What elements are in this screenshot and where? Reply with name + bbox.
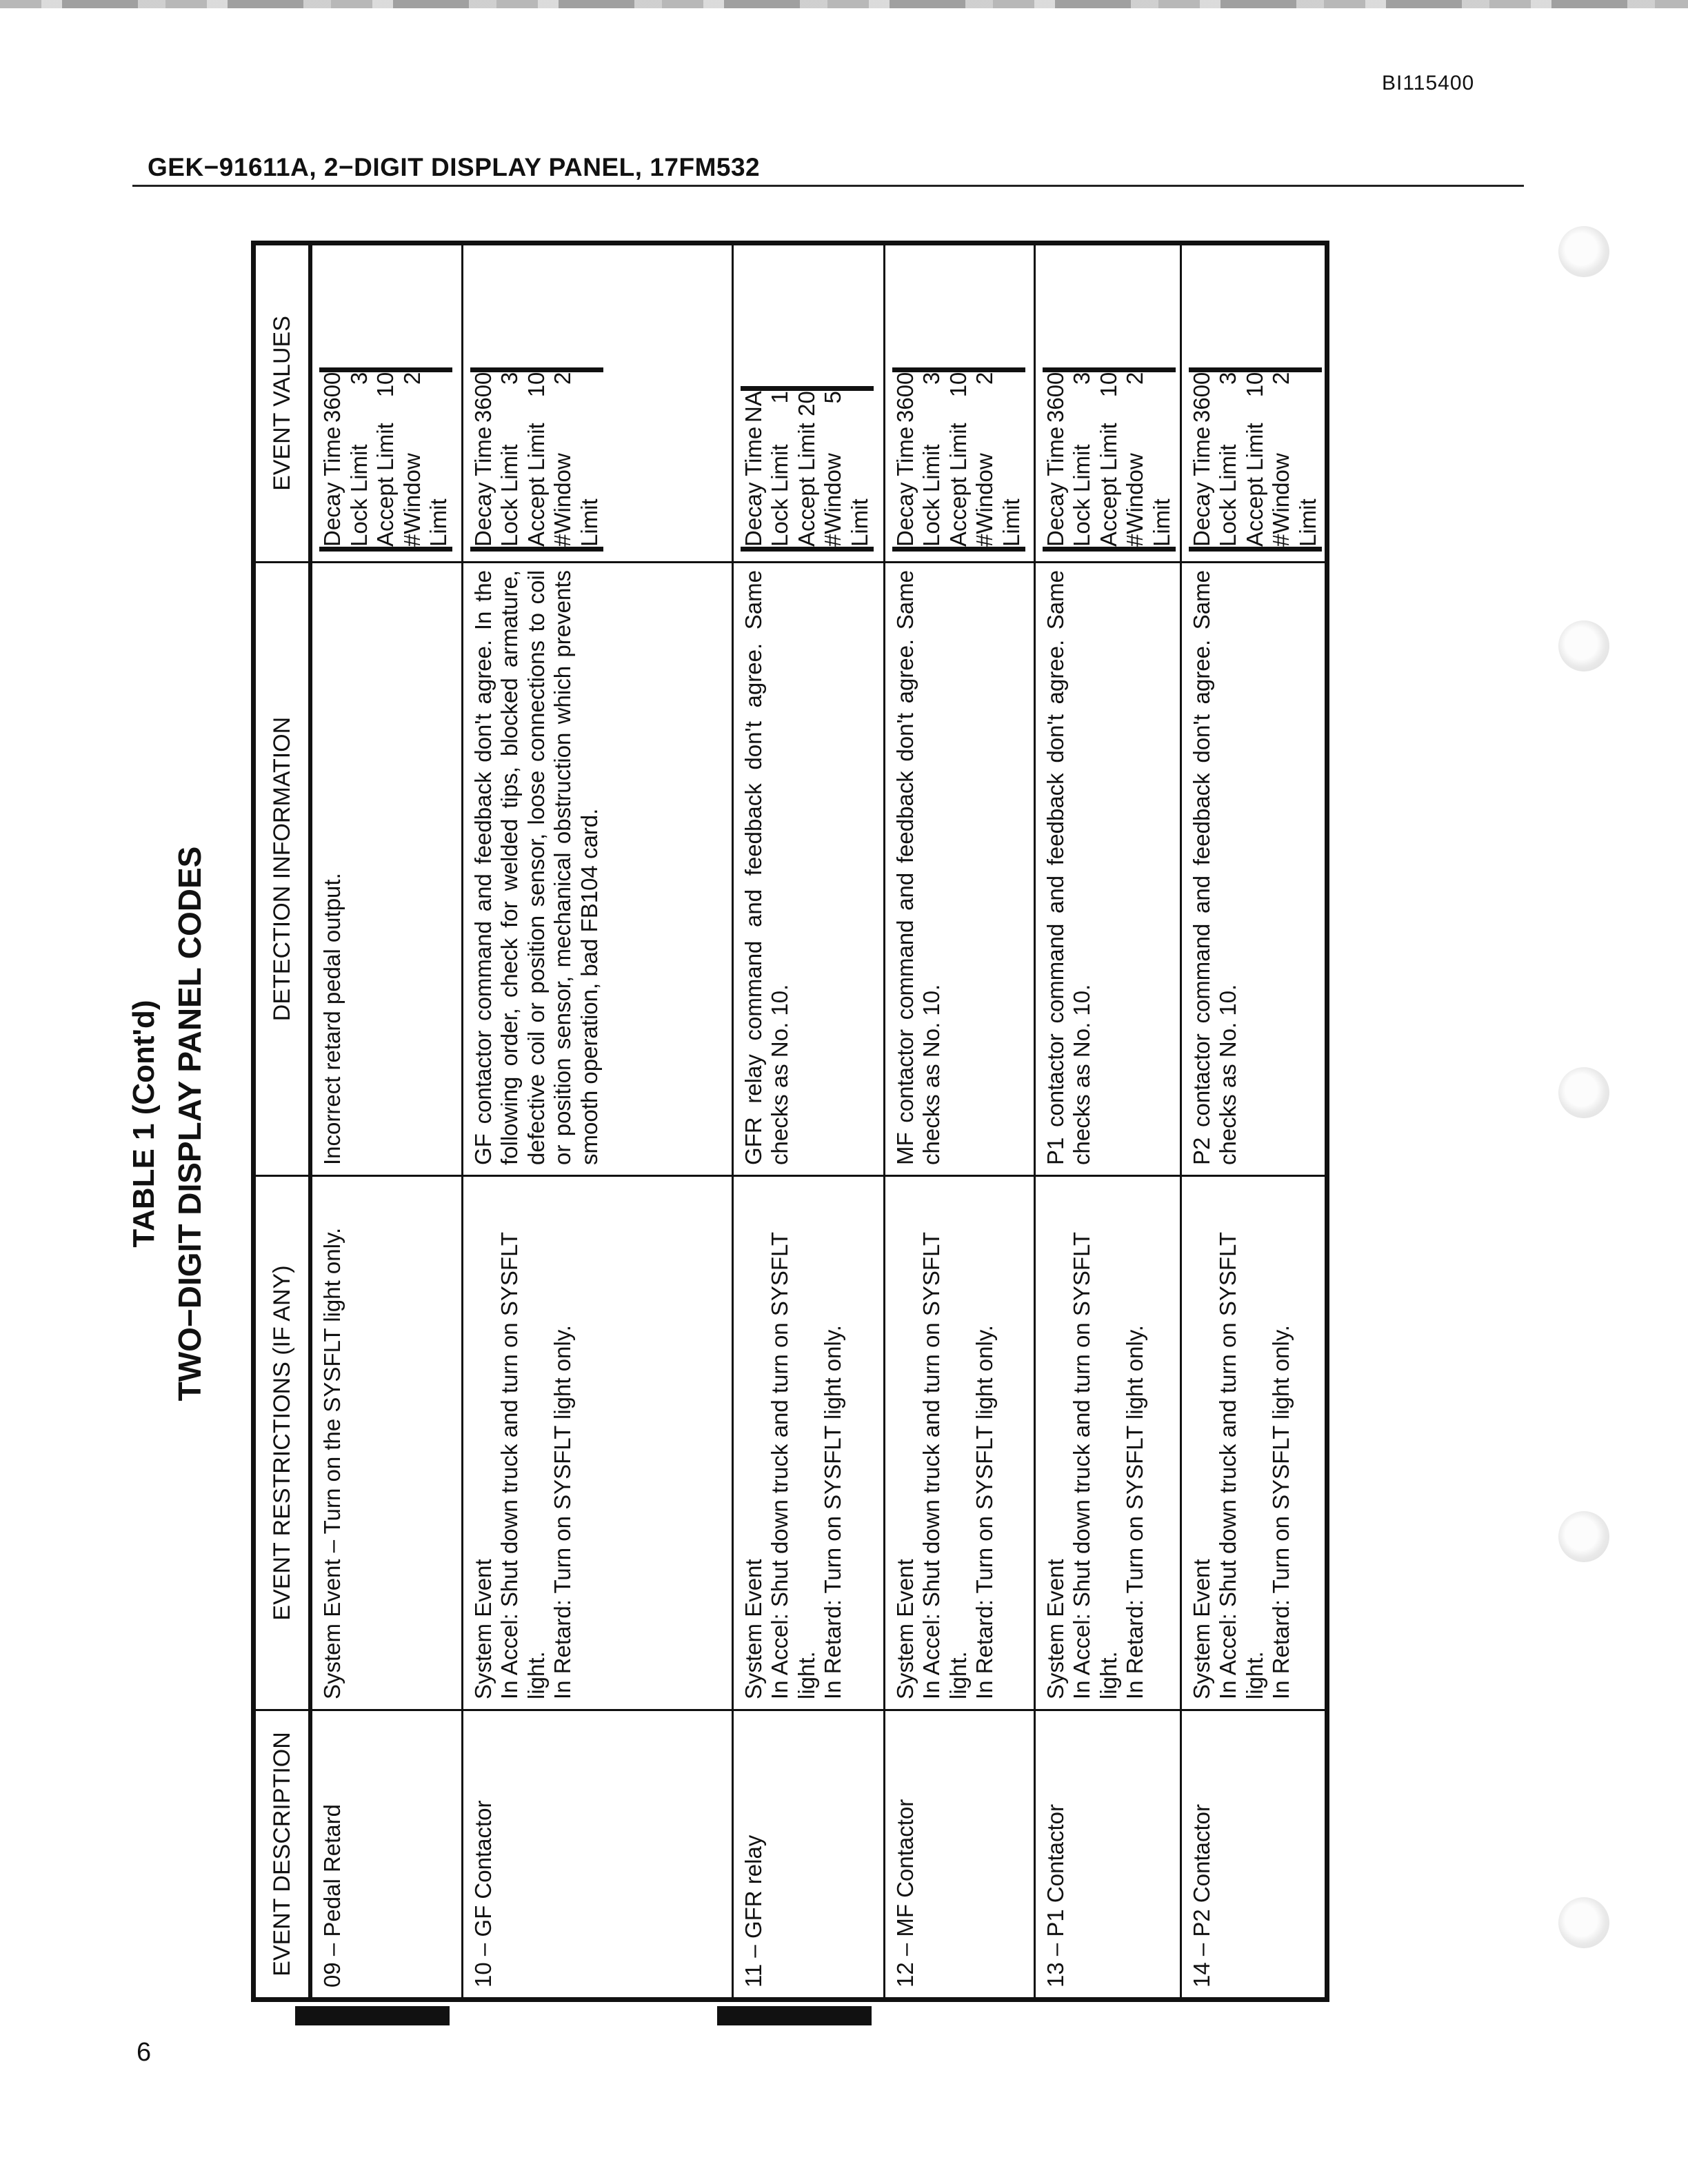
header-rule [132,185,1524,187]
punch-hole [1558,226,1609,277]
value-label: #Window Limit [972,423,1025,549]
restriction-line: In Retard: Turn on SYSFLT light only. [1122,1325,1148,1699]
restriction-line: In Retard: Turn on SYSFLT light only. [820,1325,846,1699]
value-label: #Window Limit [1268,423,1321,549]
column-header-detection: DETECTION INFORMATION [254,563,311,1176]
window-limit-value: 2 [972,370,1025,423]
event-values [732,243,884,563]
decay-time-value: 3600 [892,370,919,423]
decay-time-value: NA [741,389,767,423]
restriction-line: In Accel: Shut down truck and turn on SYSFLT light. [496,1232,549,1699]
value-label: Accept Limit [372,423,399,549]
accept-limit-value: 20 [794,389,821,423]
event-description: 09 – Pedal Retard [310,1710,462,2000]
event-values-list [892,367,1025,552]
restriction-line: System Event [1042,1559,1068,1699]
lock-limit-value: 3 [496,370,523,423]
event-values [1180,243,1327,563]
restriction-line: System Event [1188,1559,1214,1699]
decay-time-value: 3600 [319,370,346,423]
revision-bar [295,2006,450,2025]
value-label: Decay Time [892,423,919,549]
value-label: Decay Time [470,423,497,549]
value-label: Accept Limit [523,423,550,549]
table-row [1034,243,1180,2000]
punch-hole [1558,1897,1609,1948]
value-label: #Window Limit [399,423,452,549]
page-header-title: GEK−91611A, 2−DIGIT DISPLAY PANEL, 17FM532 [148,153,761,181]
event-restrictions [884,1176,1034,1710]
table-caption-line1: TABLE 1 (Cont'd) [127,1000,161,1248]
value-label: Lock Limit [1069,423,1096,549]
lock-limit-value: 3 [918,370,945,423]
event-description: 10 – GF Contactor [462,1710,732,2000]
event-values-list [1189,367,1322,552]
window-limit-value: 2 [1268,370,1321,423]
document-id: BI115400 [1382,72,1475,94]
value-label: Decay Time [1043,423,1069,549]
punch-hole [1558,1067,1609,1118]
event-values-list [741,386,874,552]
table-row [732,243,884,2000]
window-limit-value: 2 [399,370,452,423]
codes-table [251,241,1329,2002]
table-row [310,243,462,2000]
page-number: 6 [137,2038,152,2067]
event-description: 12 – MF Contactor [884,1710,1034,2000]
restriction-line: In Accel: Shut down truck and turn on SYSFLT light. [1215,1232,1267,1699]
restriction-line: System Event [892,1559,918,1699]
value-label: Decay Time [741,423,767,549]
lock-limit-value: 1 [767,389,794,423]
decay-time-value: 3600 [1189,370,1216,423]
event-values-list [1043,367,1176,552]
decay-time-value: 3600 [470,370,497,423]
restriction-line: System Event [470,1559,496,1699]
accept-limit-value: 10 [1096,370,1123,423]
column-header-restrictions: EVENT RESTRICTIONS (IF ANY) [254,1176,311,1710]
detection-info: GF contactor command and feedback don't agree. In the following order, check for welded tips, blocked armature, defective coil or position sensor, loose connections to coil or position sensor, mechanical obstruction which prevents smooth operation, bad FB104 card. [462,563,732,1176]
event-values [1034,243,1180,563]
table-header-row [254,243,311,2000]
event-values-list [319,367,452,552]
value-label: Lock Limit [496,423,523,549]
accept-limit-value: 10 [945,370,972,423]
lock-limit-value: 3 [1069,370,1096,423]
event-restrictions [732,1176,884,1710]
accept-limit-value: 10 [523,370,550,423]
value-label: Accept Limit [1096,423,1123,549]
punch-hole [1558,620,1609,671]
table-row [462,243,732,2000]
rotated-table-block [121,245,1431,2002]
value-label: #Window Limit [1122,423,1175,549]
window-limit-value: 2 [550,370,603,423]
event-restrictions [310,1176,462,1710]
restriction-line: In Accel: Shut down truck and turn on SYSFLT light. [918,1232,971,1699]
value-label: Lock Limit [346,423,373,549]
window-limit-value: 5 [820,389,873,423]
restriction-line: In Retard: Turn on SYSFLT light only. [972,1325,998,1699]
punch-hole [1558,1511,1609,1562]
event-values [884,243,1034,563]
revision-bar [717,2006,872,2025]
accept-limit-value: 10 [372,370,399,423]
scan-edge [0,0,1688,8]
lock-limit-value: 3 [1215,370,1242,423]
restriction-line: In Accel: Shut down truck and turn on SYSFLT light. [1069,1232,1121,1699]
value-label: Lock Limit [1215,423,1242,549]
event-restrictions [1034,1176,1180,1710]
accept-limit-value: 10 [1242,370,1269,423]
table-caption-title: TWO−DIGIT DISPLAY PANEL CODES [172,846,208,1402]
event-values [462,243,732,563]
column-header-description: EVENT DESCRIPTION [254,1710,311,2000]
value-label: Lock Limit [767,423,794,549]
value-label: Decay Time [319,423,346,549]
restriction-line: In Retard: Turn on SYSFLT light only. [1268,1325,1294,1699]
event-description: 13 – P1 Contactor [1034,1710,1180,2000]
value-label: Accept Limit [794,423,821,549]
value-label: Lock Limit [918,423,945,549]
restriction-line: System Event – Turn on the SYSFLT light only. [319,1227,345,1699]
detection-info: Incorrect retard pedal output. [310,563,462,1176]
event-restrictions [462,1176,732,1710]
value-label: Accept Limit [945,423,972,549]
event-values-list [470,367,603,552]
detection-info: P2 contactor command and feedback don't agree. Same checks as No. 10. [1180,563,1327,1176]
lock-limit-value: 3 [346,370,373,423]
detection-info: P1 contactor command and feedback don't agree. Same checks as No. 10. [1034,563,1180,1176]
value-label: Decay Time [1189,423,1216,549]
event-description: 14 – P2 Contactor [1180,1710,1327,2000]
event-description: 11 – GFR relay [732,1710,884,2000]
column-header-values: EVENT VALUES [254,243,311,563]
restriction-line: In Accel: Shut down truck and turn on SYSFLT light. [767,1232,819,1699]
value-label: Accept Limit [1242,423,1269,549]
restriction-line: In Retard: Turn on SYSFLT light only. [550,1325,576,1699]
value-label: #Window Limit [550,423,603,549]
detection-info: MF contactor command and feedback don't agree. Same checks as No. 10. [884,563,1034,1176]
table-row [1180,243,1327,2000]
detection-info: GFR relay command and feedback don't agree. Same checks as No. 10. [732,563,884,1176]
event-restrictions [1180,1176,1327,1710]
event-values [310,243,462,563]
decay-time-value: 3600 [1043,370,1069,423]
restriction-line: System Event [740,1559,766,1699]
table-row [884,243,1034,2000]
value-label: #Window Limit [820,423,873,549]
window-limit-value: 2 [1122,370,1175,423]
